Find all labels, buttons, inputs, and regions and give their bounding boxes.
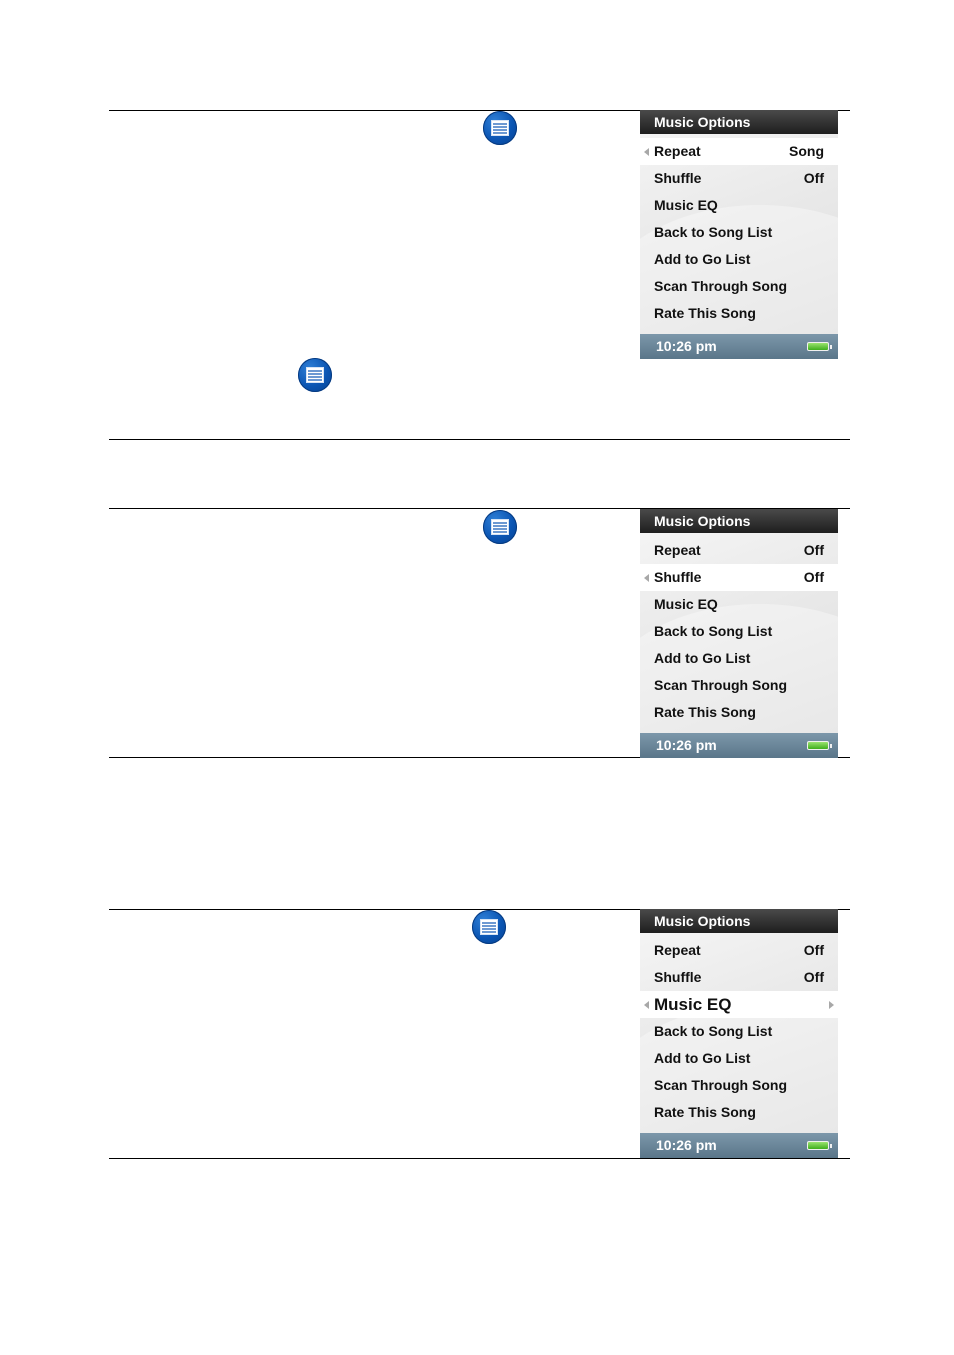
left-arrow-icon	[644, 1001, 649, 1009]
menu-item-shuffle[interactable]: Shuffle Off	[654, 170, 824, 186]
menu-item-back-to-song-list[interactable]: Back to Song List	[654, 1023, 773, 1039]
menu-item-repeat[interactable]: Repeat Off	[654, 542, 824, 558]
divider-line	[109, 439, 850, 440]
menu-item-add-to-go-list[interactable]: Add to Go List	[654, 650, 751, 666]
music-options-screen	[640, 509, 838, 758]
menu-item-back-to-song-list[interactable]: Back to Song List	[654, 623, 773, 639]
status-time: 10:26 pm	[656, 338, 717, 354]
left-arrow-icon	[644, 574, 649, 582]
menu-item-scan-through-song[interactable]: Scan Through Song	[654, 1077, 787, 1093]
battery-icon	[807, 342, 829, 351]
menu-item-repeat[interactable]: Repeat Song	[640, 138, 838, 165]
menu-item-add-to-go-list[interactable]: Add to Go List	[654, 1050, 751, 1066]
menu-item-music-eq[interactable]: Music EQ	[640, 991, 838, 1018]
status-time: 10:26 pm	[656, 1137, 717, 1153]
menu-list-icon	[472, 910, 506, 944]
screen-title: Music Options	[640, 509, 838, 533]
status-bar	[640, 1133, 838, 1158]
battery-icon	[807, 1141, 829, 1150]
menu-item-repeat[interactable]: Repeat Off	[654, 942, 824, 958]
chevron-right-icon	[829, 1001, 834, 1009]
battery-icon	[807, 741, 829, 750]
menu-item-scan-through-song[interactable]: Scan Through Song	[654, 677, 787, 693]
screen-title: Music Options	[640, 110, 838, 134]
left-arrow-icon	[644, 148, 649, 156]
menu-item-scan-through-song[interactable]: Scan Through Song	[654, 278, 787, 294]
status-time: 10:26 pm	[656, 737, 717, 753]
music-options-screen	[640, 110, 838, 359]
screen-title: Music Options	[640, 909, 838, 933]
menu-item-rate-this-song[interactable]: Rate This Song	[654, 1104, 756, 1120]
menu-list-icon	[298, 358, 332, 392]
status-bar	[640, 334, 838, 359]
menu-item-rate-this-song[interactable]: Rate This Song	[654, 704, 756, 720]
menu-item-add-to-go-list[interactable]: Add to Go List	[654, 251, 751, 267]
menu-item-rate-this-song[interactable]: Rate This Song	[654, 305, 756, 321]
menu-item-shuffle[interactable]: Shuffle Off	[654, 969, 824, 985]
menu-item-back-to-song-list[interactable]: Back to Song List	[654, 224, 773, 240]
status-bar	[640, 733, 838, 758]
menu-item-shuffle[interactable]: Shuffle Off	[640, 564, 838, 591]
menu-item-music-eq[interactable]: Music EQ	[654, 596, 718, 612]
music-options-screen	[640, 909, 838, 1158]
menu-list-icon	[483, 111, 517, 145]
menu-list-icon	[483, 510, 517, 544]
divider-line	[109, 1158, 850, 1159]
menu-item-music-eq[interactable]: Music EQ	[654, 197, 718, 213]
